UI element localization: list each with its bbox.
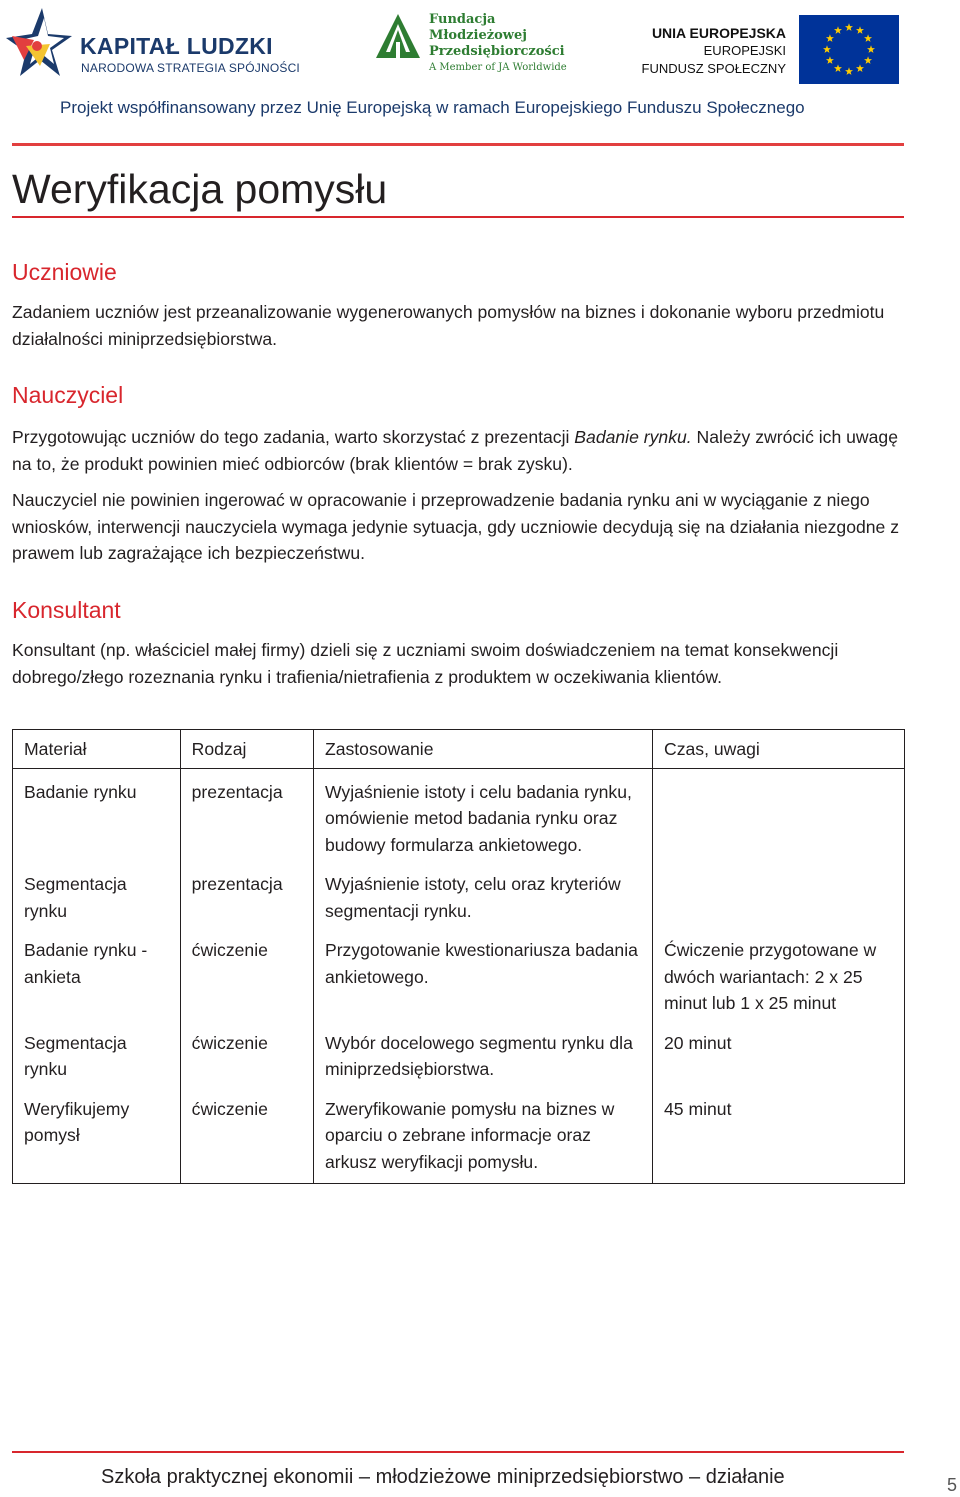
table-cell: Wyjaśnienie istoty i celu badania rynku, omówienie metod badania rynku oraz budowy formularza ankietowego. <box>313 768 652 861</box>
cofinancing-note: Projekt współfinansowany przez Unię Europejską w ramach Europejskiego Funduszu Społecznego <box>60 98 805 117</box>
table-cell: Badanie rynku - ankieta <box>13 927 181 1020</box>
table-row <box>13 768 905 861</box>
table-row <box>13 927 905 1020</box>
footer-text: Szkoła praktycznej ekonomii – młodzieżowe miniprzedsiębiorstwo – działanie <box>101 1466 785 1488</box>
page-title: Weryfikacja pomysłu <box>12 166 388 212</box>
uczniowie-paragraph: Zadaniem uczniów jest przeanalizowanie wygenerowanych pomysłów na biznes i dokonanie wyboru przedmiotu działalności miniprzedsiębiorstwa. <box>12 302 885 349</box>
table-header-row <box>13 730 905 769</box>
table-row <box>13 1086 905 1184</box>
table-cell: Zweryfikowanie pomysłu na biznes w oparciu o zebrane informacje oraz arkusz weryfikacji pomysłu. <box>313 1086 652 1184</box>
table-cell: ćwiczenie <box>180 1086 313 1184</box>
table-cell: Segmentacja rynku <box>13 861 181 927</box>
table-row <box>13 861 905 927</box>
table-cell: Przygotowanie kwestionariusza badania ankietowego. <box>313 927 652 1020</box>
fmp-member-line: A Member of JA Worldwide <box>429 62 567 73</box>
eu-fund-text <box>640 24 786 78</box>
nauczyciel-text: Przygotowując uczniów do tego zadania, warto skorzystać z prezentacji <box>12 427 575 447</box>
fmp-tree-logo-icon <box>372 12 424 60</box>
section-heading-uczniowie: Uczniowie <box>12 259 117 285</box>
kapital-ludzki-title: KAPITAŁ LUDZKI <box>80 33 273 59</box>
presentation-name: Badanie rynku. <box>574 427 692 447</box>
column-header: Czas, uwagi <box>653 730 905 769</box>
page-header <box>0 0 960 140</box>
table-cell: Badanie rynku <box>13 768 181 861</box>
section-heading-nauczyciel: Nauczyciel <box>12 382 124 408</box>
table-cell <box>653 768 905 861</box>
table-cell: ćwiczenie <box>180 927 313 1020</box>
table-cell: Wybór docelowego segmentu rynku dla miniprzedsiębiorstwa. <box>313 1020 652 1086</box>
table-row <box>13 1020 905 1086</box>
materials-table <box>12 729 905 1184</box>
kapital-ludzki-star-icon <box>4 6 74 82</box>
fmp-logo-text <box>429 12 567 76</box>
table-cell: 45 minut <box>653 1086 905 1184</box>
header-divider <box>12 143 904 146</box>
column-header: Rodzaj <box>180 730 313 769</box>
eu-fund-line: EUROPEJSKI <box>703 43 786 58</box>
nauczyciel-paragraph-2: Nauczyciel nie powinien ingerować w opracowanie i przeprowadzenie badania rynku ani w wyciąganie z niego wniosków, interwencji nauczyciela wymaga jedynie sytuacja, gdy uczniowie decydują się na działania niezgodne z prawem lub zagrażające ich bezpieczeństwu. <box>12 490 900 563</box>
section-heading-konsultant: Konsultant <box>12 597 121 623</box>
eu-union-label: UNIA EUROPEJSKA <box>651 25 786 41</box>
column-header: Materiał <box>13 730 181 769</box>
footer-divider <box>12 1451 904 1453</box>
table-cell: Segmentacja rynku <box>13 1020 181 1086</box>
nauczyciel-text: Należy zwrócić ich uwagę na to, że produkt powinien mieć odbiorców (brak klientów = brak zysku). <box>12 427 898 474</box>
eu-fund-line: FUNDUSZ SPOŁECZNY <box>641 61 786 76</box>
nauczyciel-paragraph-1 <box>12 424 907 477</box>
table-cell: Wyjaśnienie istoty, celu oraz kryteriów segmentacji rynku. <box>313 861 652 927</box>
eu-flag-icon <box>799 15 899 84</box>
fmp-line: Przedsiębiorczości <box>429 44 565 59</box>
title-divider <box>12 216 904 218</box>
table-cell: 20 minut <box>653 1020 905 1086</box>
table-cell: ćwiczenie <box>180 1020 313 1086</box>
table-cell: prezentacja <box>180 861 313 927</box>
fmp-line: Młodzieżowej <box>429 28 527 43</box>
kapital-ludzki-subtitle: NARODOWA STRATEGIA SPÓJNOŚCI <box>81 61 300 75</box>
table-cell: Weryfikujemy pomysł <box>13 1086 181 1184</box>
konsultant-paragraph: Konsultant (np. właściciel małej firmy) dzieli się z uczniami swoim doświadczeniem na temat konsekwencji dobrego/złego rozeznania rynku i trafienia/nietrafienia z produktem w oczekiwania klientów. <box>12 640 839 687</box>
column-header: Zastosowanie <box>313 730 652 769</box>
page-number: 5 <box>947 1475 958 1495</box>
fmp-line: Fundacja <box>429 12 496 27</box>
table-cell: prezentacja <box>180 768 313 861</box>
table-cell: Ćwiczenie przygotowane w dwóch wariantach: 2 x 25 minut lub 1 x 25 minut <box>653 927 905 1020</box>
table-cell <box>653 861 905 927</box>
